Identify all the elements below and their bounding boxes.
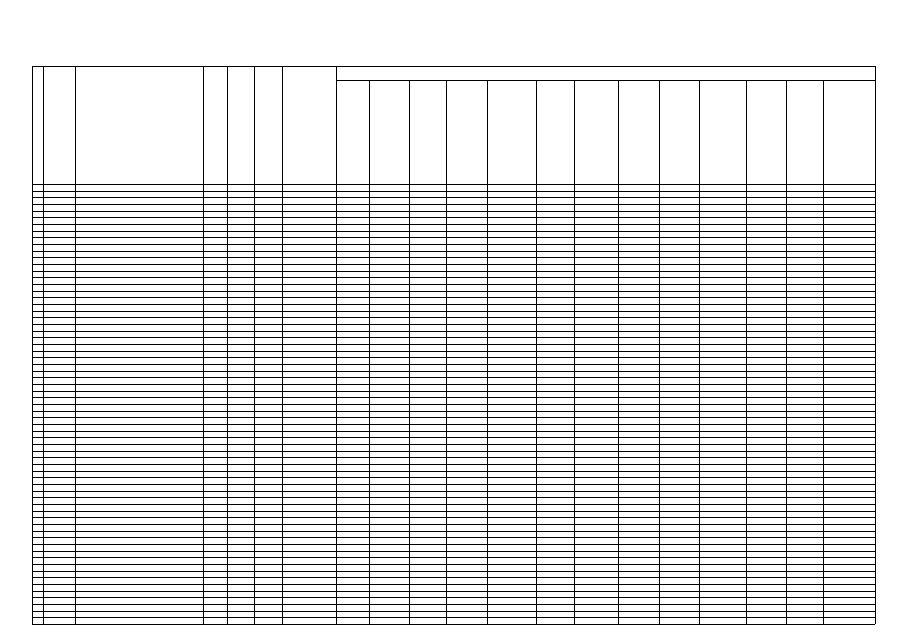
table-row [32, 424, 875, 431]
table-row [32, 417, 875, 424]
column-divider [487, 80, 488, 624]
column-divider [574, 80, 575, 624]
table-header [32, 66, 875, 184]
table-row [32, 517, 875, 524]
table-row [32, 504, 875, 511]
table-row [32, 544, 875, 551]
table-row [32, 257, 875, 264]
table-row [32, 437, 875, 444]
column-divider [43, 66, 44, 624]
table-border-right [875, 66, 876, 624]
table-row [32, 357, 875, 364]
column-divider [446, 80, 447, 624]
table-row [32, 611, 875, 618]
table-row [32, 391, 875, 398]
table-row [32, 511, 875, 518]
table-row [32, 404, 875, 411]
table-row [32, 291, 875, 298]
table-row [32, 317, 875, 324]
work-group-divider [336, 80, 875, 81]
table-row [32, 224, 875, 231]
table-row [32, 497, 875, 504]
header-body-divider [32, 184, 875, 185]
table-row [32, 351, 875, 358]
table-row [32, 311, 875, 318]
table-row [32, 271, 875, 278]
table-row [32, 211, 875, 218]
table-row [32, 591, 875, 598]
table-row [32, 331, 875, 338]
column-divider [254, 66, 255, 624]
table-border-bottom [32, 624, 875, 625]
table-row [32, 531, 875, 538]
table-row [32, 551, 875, 558]
table-row [32, 337, 875, 344]
table-row [32, 277, 875, 284]
table-row [32, 604, 875, 611]
column-divider [659, 80, 660, 624]
table-row [32, 197, 875, 204]
table-row [32, 217, 875, 224]
table-row [32, 484, 875, 491]
table-row [32, 384, 875, 391]
column-divider [282, 66, 283, 624]
column-divider [369, 80, 370, 624]
column-divider [786, 80, 787, 624]
table-row [32, 571, 875, 578]
column-divider [227, 66, 228, 624]
table-row [32, 204, 875, 211]
column-divider [409, 80, 410, 624]
table-row [32, 237, 875, 244]
table-row [32, 564, 875, 571]
table-row [32, 297, 875, 304]
table-row [32, 251, 875, 258]
table-row [32, 444, 875, 451]
column-divider [203, 66, 204, 624]
capital-repair-table [32, 66, 875, 624]
column-divider [699, 80, 700, 624]
table-row [32, 264, 875, 271]
table-row [32, 244, 875, 251]
table-row [32, 431, 875, 438]
table-row [32, 344, 875, 351]
table-row [32, 411, 875, 418]
table-row [32, 584, 875, 591]
column-divider [746, 80, 747, 624]
column-divider [823, 80, 824, 624]
table-row [32, 457, 875, 464]
table-row [32, 537, 875, 544]
table-row [32, 231, 875, 238]
table-row [32, 617, 875, 624]
column-divider [536, 80, 537, 624]
table-row [32, 377, 875, 384]
table-row [32, 324, 875, 331]
table-row [32, 451, 875, 458]
table-row [32, 304, 875, 311]
table-body [32, 184, 875, 624]
table-row [32, 524, 875, 531]
table-row [32, 471, 875, 478]
table-border-top [32, 66, 875, 67]
column-divider [336, 66, 337, 624]
table-row [32, 477, 875, 484]
table-row [32, 397, 875, 404]
table-row [32, 364, 875, 371]
column-divider [32, 66, 33, 624]
table-row [32, 577, 875, 584]
table-row [32, 191, 875, 198]
column-divider [75, 66, 76, 624]
table-row [32, 597, 875, 604]
table-row [32, 491, 875, 498]
table-row [32, 284, 875, 291]
table-row [32, 464, 875, 471]
column-divider [618, 80, 619, 624]
table-row [32, 371, 875, 378]
table-row [32, 557, 875, 564]
